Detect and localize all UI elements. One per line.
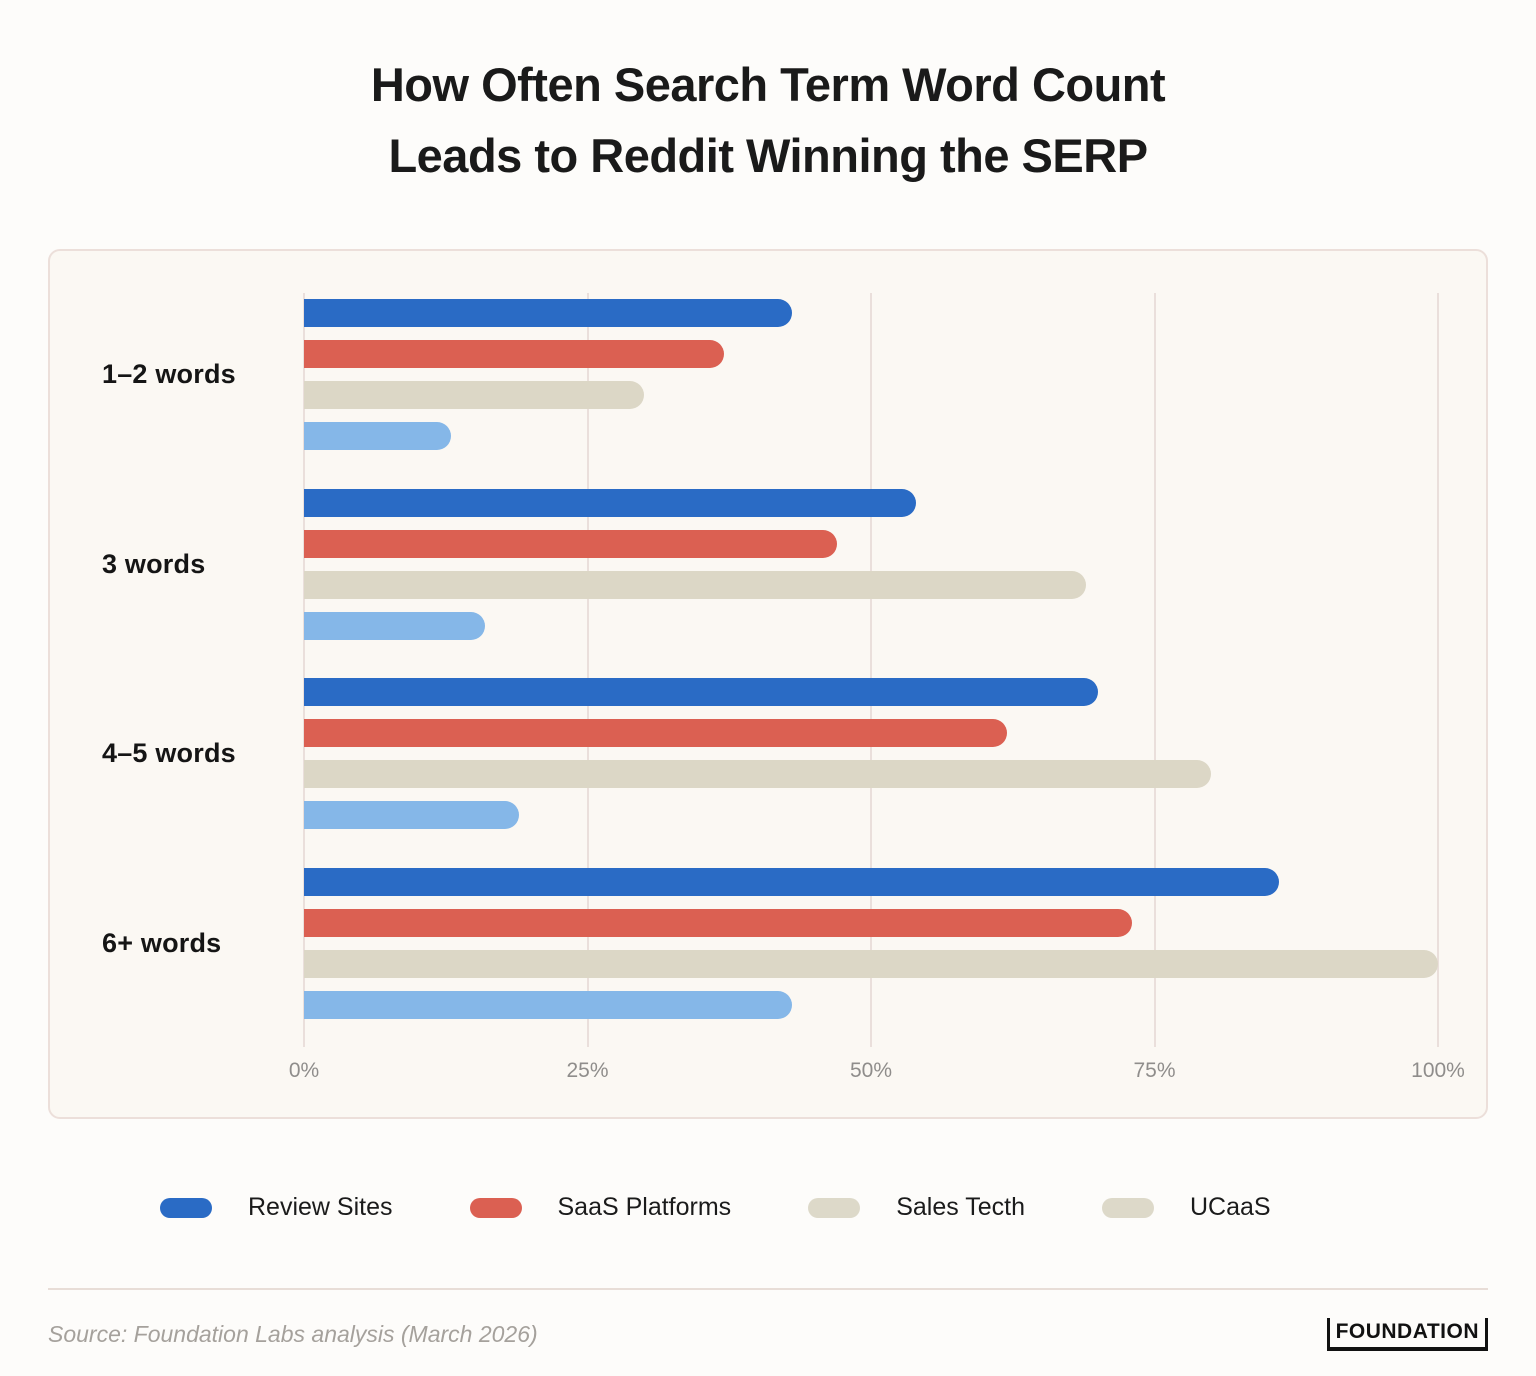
bar-sales-tecth <box>304 381 644 409</box>
foundation-logo: FOUNDATION <box>1327 1318 1488 1351</box>
x-tick-label: 75% <box>1133 1059 1176 1082</box>
category-label: 6+ words <box>102 927 222 958</box>
bar-review-sites <box>304 489 916 517</box>
legend-label: SaaS Platforms <box>557 1193 732 1221</box>
category-group <box>50 678 1438 829</box>
chart-title-line2: Leads to Reddit Winning the SERP <box>388 128 1148 182</box>
chart-card <box>48 249 1488 1119</box>
category-group <box>50 868 1438 1019</box>
bar-sales-tecth <box>304 760 1211 788</box>
bar-saas-platforms <box>304 909 1132 937</box>
category-label: 4–5 words <box>102 738 236 769</box>
x-tick-label: 25% <box>566 1059 609 1082</box>
legend-label: UCaaS <box>1189 1193 1271 1221</box>
source-note: Source: Foundation Labs analysis (March 2026) <box>48 1321 538 1347</box>
category-label: 3 words <box>102 548 206 579</box>
category-group <box>50 299 1438 450</box>
category-group <box>50 489 1438 640</box>
legend-item-ucaas <box>1102 1193 1271 1222</box>
legend-swatch <box>160 1198 212 1218</box>
bar-review-sites <box>304 678 1098 706</box>
x-tick-label: 100% <box>1411 1059 1465 1082</box>
bar-group <box>304 489 1438 640</box>
bar-ucaas <box>304 422 451 450</box>
rows-layer <box>50 299 1438 1019</box>
x-tick-label: 0% <box>288 1059 320 1082</box>
legend-swatch <box>1102 1198 1154 1218</box>
bar-sales-tecth <box>304 571 1086 599</box>
legend <box>0 1193 1536 1222</box>
bar-group <box>304 299 1438 450</box>
category-label: 1–2 words <box>102 359 236 389</box>
legend-swatch <box>470 1198 522 1218</box>
legend-label: Review Sites <box>248 1193 393 1221</box>
bar-review-sites <box>304 299 792 327</box>
bar-group <box>304 868 1438 1019</box>
bar-saas-platforms <box>304 340 724 368</box>
legend-label: Sales Tecth <box>896 1193 1025 1221</box>
chart-title <box>0 50 1536 191</box>
legend-item-saas-platforms <box>470 1193 732 1222</box>
chart-title-line1: How Often Search Term Word Count <box>370 58 1166 111</box>
bar-ucaas <box>304 612 485 640</box>
bar-ucaas <box>304 801 519 829</box>
legend-item-review-sites <box>160 1193 393 1222</box>
bar-review-sites <box>304 868 1279 896</box>
bar-group <box>304 678 1438 829</box>
x-tick-label: 50% <box>849 1059 893 1082</box>
bar-saas-platforms <box>304 530 837 558</box>
bar-sales-tecth <box>304 950 1438 978</box>
bar-saas-platforms <box>304 719 1007 747</box>
footer-divider <box>48 1288 1488 1290</box>
legend-item-sales-tecth <box>808 1193 1025 1222</box>
footer <box>48 1318 1488 1351</box>
legend-swatch <box>808 1198 860 1218</box>
bar-ucaas <box>304 991 792 1019</box>
